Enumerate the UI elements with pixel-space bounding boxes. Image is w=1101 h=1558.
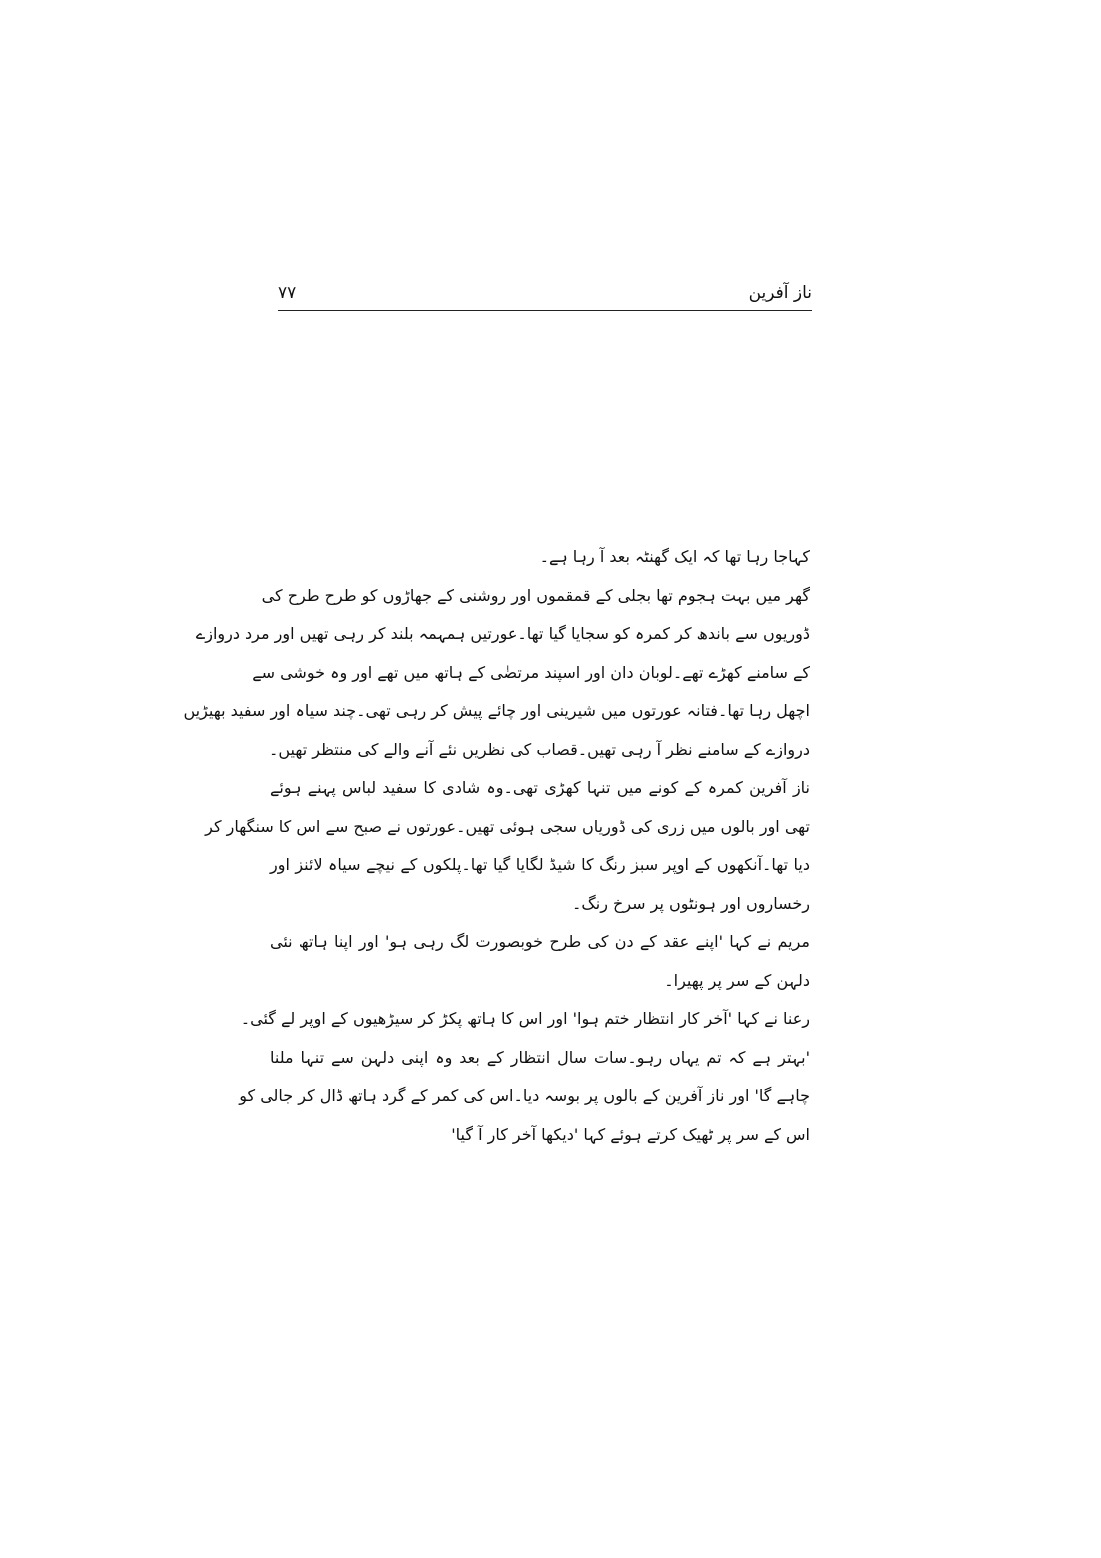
text-line: کہاجا رہا تھا کہ ایک گھنٹہ بعد آ رہا ہے۔	[539, 547, 810, 566]
body-text	[183, 538, 810, 1154]
header-divider	[278, 310, 812, 311]
text-line: اس کے سر پر ٹھیک کرتے ہوئے کہا 'دیکھا آخر کار آ گیا'	[451, 1124, 810, 1144]
text-line: ڈوریوں سے باندھ کر کمرہ کو سجایا گیا تھا۔عورتیں ہمہمہ بلند کر رہی تھیں اور مرد دروازے	[195, 624, 810, 643]
book-title: ناز آفرین	[748, 283, 812, 303]
text-line: دلہن کے سر پر پھیرا۔	[664, 970, 810, 990]
text-line: مریم نے کہا 'اپنے عقد کے دن کی طرح خوبصورت لگ رہی ہو' اور اپنا ہاتھ نئی	[270, 932, 810, 951]
text-line: 'بہتر ہے کہ تم یہاں رہو۔سات سال انتظار کے بعد وہ اپنی دلہن سے تنہا ملنا	[270, 1047, 810, 1067]
text-line: دروازے کے سامنے نظر آ رہی تھیں۔قصاب کی نظریں نئے آنے والے کی منتظر تھیں۔	[268, 739, 810, 759]
text-line: رعنا نے کہا 'آخر کار انتظار ختم ہوا' اور اس کا ہاتھ پکڑ کر سیڑھیوں کے اوپر لے گئی۔	[240, 1009, 810, 1028]
text-line: دیا تھا۔آنکھوں کے اوپر سبز رنگ کا شیڈ لگایا گیا تھا۔پلکوں کے نیچے سیاہ لائنز اور	[270, 855, 810, 874]
text-line: چاہے گا' اور ناز آفرین کے بالوں پر بوسہ دیا۔اس کی کمر کے گرد ہاتھ ڈال کر جالی کو	[239, 1086, 810, 1105]
running-header	[278, 282, 812, 308]
text-line: ناز آفرین کمرہ کے کونے میں تنہا کھڑی تھی۔وہ شادی کا سفید لباس پہنے ہوئے	[270, 778, 810, 797]
text-line: گھر میں بہت ہجوم تھا بجلی کے قمقموں اور روشنی کے جھاڑوں کو طرح طرح کی	[261, 585, 810, 605]
text-line: اچھل رہا تھا۔فتانہ عورتوں میں شیرینی اور چائے پیش کر رہی تھی۔چند سیاہ اور سفید بھیڑیں	[183, 701, 810, 720]
text-line: رخساروں اور ہونٹوں پر سرخ رنگ۔	[572, 893, 810, 913]
page-number: ۷۷	[278, 283, 297, 303]
text-line: کے سامنے کھڑے تھے۔لوبان دان اور اسپند مرتضٰی کے ہاتھ میں تھے اور وہ خوشی سے	[252, 662, 810, 682]
text-line: تھی اور بالوں میں زری کی ڈوریاں سجی ہوئی تھیں۔عورتوں نے صبح سے اس کا سنگھار کر	[205, 816, 810, 836]
